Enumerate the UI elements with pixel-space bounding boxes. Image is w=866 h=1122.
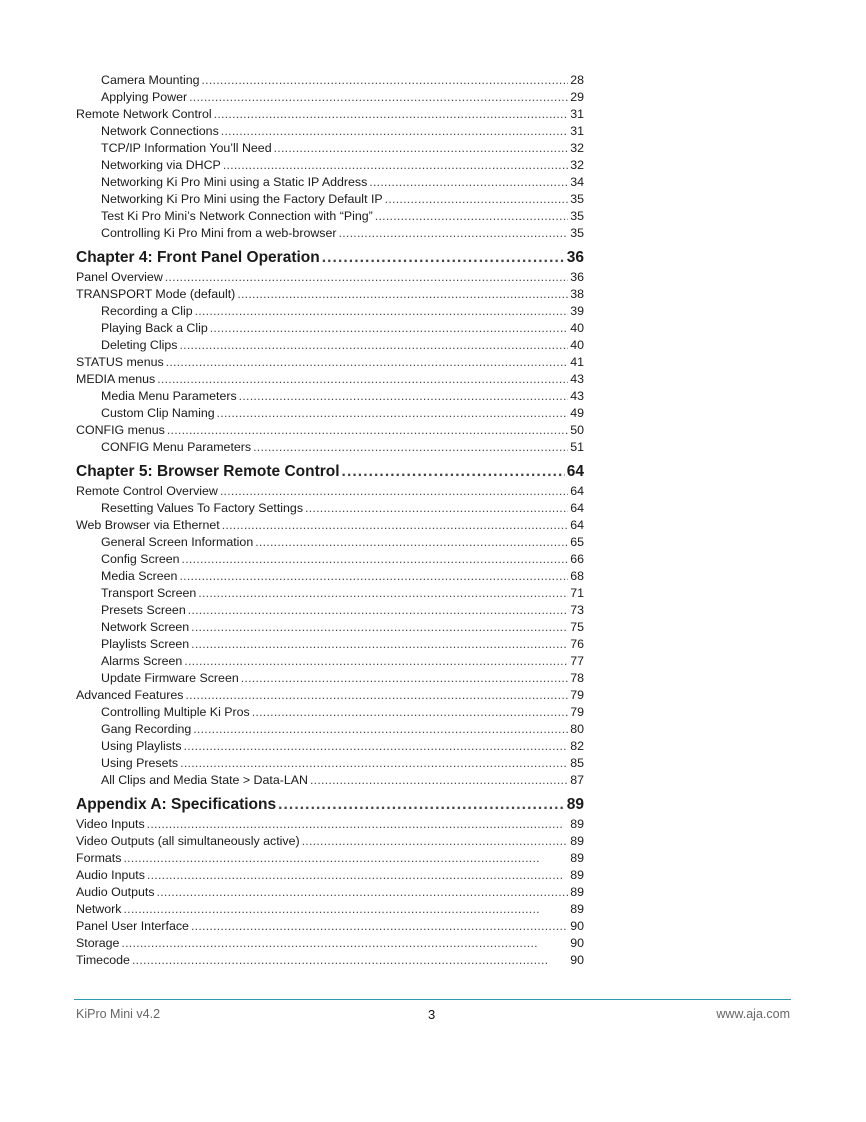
toc-page-number: 89	[570, 868, 584, 882]
toc-entry[interactable]	[76, 286, 584, 303]
toc-entry-title: Alarms Screen	[101, 654, 183, 668]
toc-page-number: 73	[570, 603, 584, 617]
toc-page-number: 41	[570, 355, 584, 369]
toc-dot-leader	[222, 517, 569, 534]
toc-entry-title: Update Firmware Screen	[101, 671, 239, 685]
toc-page-number: 77	[570, 654, 584, 668]
toc-dot-leader	[188, 602, 568, 619]
toc-entry-title: Custom Clip Naming	[101, 406, 215, 420]
toc-dot-leader	[385, 191, 569, 208]
toc-entry[interactable]	[76, 225, 584, 242]
toc-entry-title: TRANSPORT Mode (default)	[76, 287, 236, 301]
toc-dot-leader	[193, 721, 568, 738]
toc-page-number: 68	[570, 569, 584, 583]
toc-page-number: 79	[570, 688, 584, 702]
toc-entry-title: CONFIG menus	[76, 423, 165, 437]
toc-dot-leader	[217, 405, 569, 422]
toc-entry[interactable]	[76, 772, 584, 789]
toc-dot-leader	[191, 636, 568, 653]
toc-dot-leader	[201, 72, 568, 89]
toc-page-number: 50	[570, 423, 584, 437]
toc-entry[interactable]	[76, 89, 584, 106]
toc-entry-title: Appendix A: Specifications	[76, 796, 277, 813]
toc-page-number: 32	[570, 141, 584, 155]
toc-entry-title: Timecode	[76, 953, 130, 967]
toc-page-number: 79	[570, 705, 584, 719]
toc-entry[interactable]	[76, 884, 584, 901]
toc-entry[interactable]	[76, 208, 584, 225]
toc-page-number: 40	[570, 321, 584, 335]
toc-dot-leader	[166, 354, 569, 371]
toc-entry-title: Network Connections	[101, 124, 219, 138]
toc-dot-leader	[339, 225, 569, 242]
toc-dot-leader	[274, 140, 569, 157]
toc-page-number: 85	[570, 756, 584, 770]
toc-page-number: 31	[570, 107, 584, 121]
toc-entry-title: CONFIG Menu Parameters	[101, 440, 252, 454]
toc-entry-title: Test Ki Pro Mini’s Network Connection with “Ping”	[101, 209, 373, 223]
toc-entry[interactable]	[76, 636, 584, 653]
toc-entry[interactable]	[76, 704, 584, 721]
toc-page-number: 89	[570, 817, 584, 831]
toc-entry[interactable]	[76, 755, 584, 772]
toc-page-number: 89	[570, 834, 584, 848]
toc-dot-leader	[132, 952, 568, 969]
toc-entry[interactable]	[76, 935, 584, 952]
toc-dot-leader	[342, 462, 565, 482]
toc-entry-title: Network	[76, 902, 122, 916]
toc-dot-leader	[123, 850, 568, 867]
toc-entry-title: Media Screen	[101, 569, 178, 583]
toc-page-number: 35	[570, 209, 584, 223]
toc-entry-title: Networking Ki Pro Mini using the Factory Default IP	[101, 192, 383, 206]
toc-dot-leader	[239, 388, 569, 405]
toc-entry[interactable]	[76, 534, 584, 551]
toc-chapter-heading[interactable]	[76, 795, 584, 815]
toc-entry-title: General Screen Information	[101, 535, 254, 549]
toc-dot-leader	[179, 337, 568, 354]
toc-entry-title: Audio Inputs	[76, 868, 145, 882]
toc-page-number: 90	[570, 919, 584, 933]
toc-page-number: 66	[570, 552, 584, 566]
toc-page-number: 64	[570, 484, 584, 498]
toc-entry[interactable]	[76, 602, 584, 619]
toc-entry-title: Remote Control Overview	[76, 484, 218, 498]
toc-page-number: 64	[570, 501, 584, 515]
toc-page-number: 89	[566, 796, 584, 813]
toc-entry-title: Playlists Screen	[101, 637, 190, 651]
toc-entry[interactable]	[76, 551, 584, 568]
toc-entry-title: Remote Network Control	[76, 107, 212, 121]
toc-entry-title: Chapter 4: Front Panel Operation	[76, 249, 320, 266]
toc-entry[interactable]	[76, 619, 584, 636]
toc-entry-title: Networking via DHCP	[101, 158, 221, 172]
toc-entry-title: Presets Screen	[101, 603, 186, 617]
toc-entry[interactable]	[76, 687, 584, 704]
table-of-contents	[76, 72, 584, 969]
toc-dot-leader	[198, 585, 568, 602]
toc-dot-leader	[191, 619, 568, 636]
toc-dot-leader	[191, 918, 568, 935]
toc-page-number: 43	[570, 389, 584, 403]
toc-entry[interactable]	[76, 738, 584, 755]
toc-entry-title: Advanced Features	[76, 688, 184, 702]
toc-entry[interactable]	[76, 337, 584, 354]
toc-page-number: 78	[570, 671, 584, 685]
toc-entry-title: Config Screen	[101, 552, 180, 566]
toc-dot-leader	[180, 755, 568, 772]
toc-dot-leader	[189, 89, 568, 106]
toc-dot-leader	[123, 901, 568, 918]
toc-entry[interactable]	[76, 106, 584, 123]
toc-entry-title: Panel Overview	[76, 270, 163, 284]
footer-page-number: 3	[428, 1007, 436, 1022]
toc-dot-leader	[220, 483, 568, 500]
toc-page-number: 75	[570, 620, 584, 634]
footer-product-version: KiPro Mini v4.2	[76, 1007, 161, 1021]
toc-dot-leader	[195, 303, 569, 320]
toc-entry[interactable]	[76, 157, 584, 174]
toc-entry[interactable]	[76, 269, 584, 286]
toc-page-number: 38	[570, 287, 584, 301]
toc-dot-leader	[184, 738, 569, 755]
toc-entry[interactable]	[76, 405, 584, 422]
toc-entry[interactable]	[76, 670, 584, 687]
toc-entry[interactable]	[76, 320, 584, 337]
toc-dot-leader	[165, 269, 568, 286]
toc-page-number: 28	[570, 73, 584, 87]
toc-dot-leader	[322, 248, 565, 268]
toc-entry[interactable]	[76, 354, 584, 371]
toc-entry-title: All Clips and Media State > Data-LAN	[101, 773, 308, 787]
toc-entry[interactable]	[76, 483, 584, 500]
toc-entry-title: Video Outputs (all simultaneously active)	[76, 834, 300, 848]
toc-entry[interactable]	[76, 191, 584, 208]
toc-dot-leader	[210, 320, 568, 337]
toc-dot-leader	[179, 568, 568, 585]
toc-page-number: 36	[570, 270, 584, 284]
toc-entry-title: STATUS menus	[76, 355, 164, 369]
toc-dot-leader	[252, 704, 568, 721]
toc-page-number: 51	[570, 440, 584, 454]
toc-entry-title: Recording a Clip	[101, 304, 193, 318]
toc-entry[interactable]	[76, 123, 584, 140]
toc-entry[interactable]	[76, 721, 584, 738]
toc-page-number: 35	[570, 192, 584, 206]
footer-divider	[74, 999, 791, 1000]
toc-entry-title: Chapter 5: Browser Remote Control	[76, 463, 340, 480]
toc-dot-leader	[182, 551, 569, 568]
toc-page-number: 89	[570, 902, 584, 916]
toc-dot-leader	[278, 795, 565, 815]
toc-page-number: 34	[570, 175, 584, 189]
toc-entry-title: Gang Recording	[101, 722, 192, 736]
toc-dot-leader	[310, 772, 568, 789]
toc-entry-title: Deleting Clips	[101, 338, 178, 352]
toc-dot-leader	[255, 534, 568, 551]
toc-dot-leader	[302, 833, 569, 850]
toc-dot-leader	[147, 816, 569, 833]
toc-entry[interactable]	[76, 867, 584, 884]
toc-entry-title: Networking Ki Pro Mini using a Static IP Address	[101, 175, 368, 189]
toc-entry-title: Controlling Multiple Ki Pros	[101, 705, 250, 719]
toc-dot-leader	[223, 157, 568, 174]
toc-entry[interactable]	[76, 568, 584, 585]
toc-page-number: 89	[570, 885, 584, 899]
toc-dot-leader	[369, 174, 568, 191]
toc-chapter-heading[interactable]	[76, 462, 584, 482]
toc-entry-title: Controlling Ki Pro Mini from a web-browser	[101, 226, 337, 240]
toc-entry[interactable]	[76, 72, 584, 89]
toc-dot-leader	[241, 670, 568, 687]
toc-entry[interactable]	[76, 140, 584, 157]
toc-entry[interactable]	[76, 388, 584, 405]
toc-entry-title: Applying Power	[101, 90, 188, 104]
toc-entry-title: TCP/IP Information You’ll Need	[101, 141, 272, 155]
toc-dot-leader	[167, 422, 568, 439]
toc-entry-title: Resetting Values To Factory Settings	[101, 501, 304, 515]
toc-entry[interactable]	[76, 174, 584, 191]
toc-page-number: 82	[570, 739, 584, 753]
toc-dot-leader	[237, 286, 568, 303]
toc-page-number: 43	[570, 372, 584, 386]
toc-entry[interactable]	[76, 303, 584, 320]
toc-page-number: 80	[570, 722, 584, 736]
toc-entry[interactable]	[76, 850, 584, 867]
toc-entry-title: Using Playlists	[101, 739, 182, 753]
toc-page-number: 87	[570, 773, 584, 787]
toc-entry-title: Camera Mounting	[101, 73, 200, 87]
toc-entry-title: Formats	[76, 851, 122, 865]
toc-entry[interactable]	[76, 517, 584, 534]
toc-page-number: 90	[570, 936, 584, 950]
toc-page-number: 76	[570, 637, 584, 651]
toc-dot-leader	[157, 884, 569, 901]
toc-page-number: 49	[570, 406, 584, 420]
toc-entry[interactable]	[76, 371, 584, 388]
toc-entry-title: Network Screen	[101, 620, 190, 634]
toc-page-number: 31	[570, 124, 584, 138]
toc-dot-leader	[185, 687, 568, 704]
toc-page-number: 65	[570, 535, 584, 549]
toc-entry[interactable]	[76, 901, 584, 918]
toc-entry-title: Video Inputs	[76, 817, 145, 831]
toc-entry[interactable]	[76, 500, 584, 517]
toc-dot-leader	[375, 208, 568, 225]
toc-dot-leader	[253, 439, 568, 456]
toc-entry-title: MEDIA menus	[76, 372, 156, 386]
toc-dot-leader	[184, 653, 568, 670]
toc-entry[interactable]	[76, 422, 584, 439]
toc-page-number: 29	[570, 90, 584, 104]
toc-entry[interactable]	[76, 585, 584, 602]
toc-entry-title: Using Presets	[101, 756, 179, 770]
toc-entry[interactable]	[76, 653, 584, 670]
toc-entry[interactable]	[76, 816, 584, 833]
toc-entry[interactable]	[76, 952, 584, 969]
footer-website[interactable]: www.aja.com	[716, 1007, 790, 1021]
toc-entry-title: Playing Back a Clip	[101, 321, 208, 335]
toc-entry[interactable]	[76, 833, 584, 850]
toc-page-number: 32	[570, 158, 584, 172]
toc-entry-title: Panel User Interface	[76, 919, 189, 933]
toc-entry-title: Audio Outputs	[76, 885, 155, 899]
toc-page-number: 90	[570, 953, 584, 967]
toc-page-number: 64	[566, 463, 584, 480]
toc-entry-title: Media Menu Parameters	[101, 389, 237, 403]
toc-page-number: 71	[570, 586, 584, 600]
toc-dot-leader	[157, 371, 568, 388]
toc-chapter-heading[interactable]	[76, 248, 584, 268]
toc-entry[interactable]	[76, 918, 584, 935]
toc-page-number: 36	[566, 249, 584, 266]
toc-page-number: 64	[570, 518, 584, 532]
toc-page-number: 89	[570, 851, 584, 865]
toc-entry[interactable]	[76, 439, 584, 456]
toc-page-number: 35	[570, 226, 584, 240]
toc-page-number: 39	[570, 304, 584, 318]
toc-dot-leader	[147, 867, 568, 884]
toc-entry-title: Transport Screen	[101, 586, 197, 600]
toc-entry-title: Web Browser via Ethernet	[76, 518, 220, 532]
toc-dot-leader	[305, 500, 568, 517]
toc-dot-leader	[214, 106, 569, 123]
toc-dot-leader	[221, 123, 568, 140]
toc-dot-leader	[121, 935, 568, 952]
toc-entry-title: Storage	[76, 936, 120, 950]
toc-page-number: 40	[570, 338, 584, 352]
